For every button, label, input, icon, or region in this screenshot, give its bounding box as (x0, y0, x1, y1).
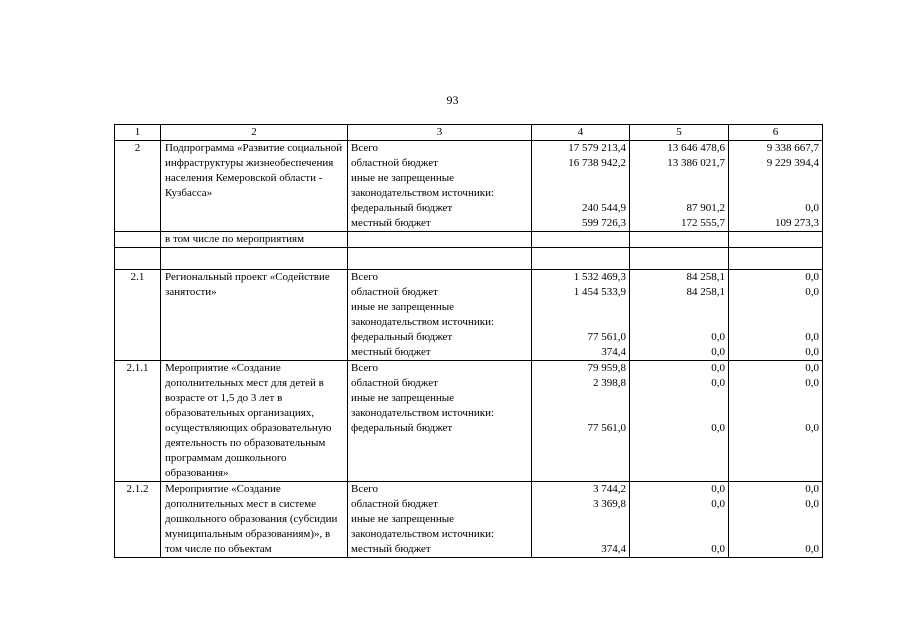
value: 0,0 (805, 422, 819, 434)
source-label: федеральный бюджет (351, 422, 453, 434)
source-label: областной бюджет (351, 286, 438, 298)
empty-cell (630, 248, 729, 270)
value: 0,0 (805, 202, 819, 214)
empty-cell (161, 248, 348, 270)
header-cell: 4 (532, 125, 630, 141)
value: 2 398,8 (593, 377, 626, 389)
value: 0,0 (805, 377, 819, 389)
value-cell-col5 (630, 482, 729, 558)
source-label: областной бюджет (351, 498, 438, 510)
value (732, 527, 819, 542)
row-title: Региональный проект «Содействие занятости» (161, 270, 348, 361)
value-cell-col4 (532, 141, 630, 232)
header-cell: 5 (630, 125, 729, 141)
value-cell-col4 (532, 270, 630, 361)
value (633, 391, 725, 406)
source-label: Всего (351, 362, 378, 374)
source-label: областной бюджет (351, 157, 438, 169)
source-cell (348, 361, 532, 482)
value: 374,4 (601, 346, 626, 358)
value-cell-col4 (532, 361, 630, 482)
value: 0,0 (711, 331, 725, 343)
value: 13 646 478,6 (667, 142, 725, 154)
row-title: в том числе по мероприятиям (161, 232, 348, 248)
value-cell-col5 (630, 361, 729, 482)
source-label: иные не запрещенные (351, 392, 455, 404)
source-label: федеральный бюджет (351, 202, 453, 214)
value: 84 258,1 (686, 286, 725, 298)
source-label: законодательством источники: (351, 187, 495, 199)
value (732, 186, 819, 201)
value-cell-col6 (729, 482, 823, 558)
source-label: федеральный бюджет (351, 331, 453, 343)
value: 0,0 (805, 346, 819, 358)
budget-table (114, 124, 823, 558)
value (633, 406, 725, 421)
value: 77 561,0 (587, 422, 626, 434)
value (732, 315, 819, 330)
value (633, 315, 725, 330)
value (633, 527, 725, 542)
value: 0,0 (805, 331, 819, 343)
value: 0,0 (711, 483, 725, 495)
value: 9 229 394,4 (766, 157, 819, 169)
value (535, 512, 626, 527)
header-cell: 6 (729, 125, 823, 141)
value-cell-col6 (729, 361, 823, 482)
value (535, 171, 626, 186)
value (535, 300, 626, 315)
value (633, 300, 725, 315)
table-row (115, 270, 823, 361)
table-row (115, 141, 823, 232)
table-row (115, 232, 823, 248)
row-number: 2.1 (115, 270, 161, 361)
value-cell-col5 (630, 232, 729, 248)
value: 1 532 469,3 (573, 271, 626, 283)
value: 172 555,7 (681, 217, 725, 229)
value (535, 186, 626, 201)
value: 0,0 (711, 498, 725, 510)
value (633, 512, 725, 527)
value (732, 171, 819, 186)
value: 3 744,2 (593, 483, 626, 495)
table-row (115, 482, 823, 558)
value-cell-col6 (729, 232, 823, 248)
value-cell-col5 (630, 141, 729, 232)
value: 77 561,0 (587, 331, 626, 343)
source-cell (348, 232, 532, 248)
value-cell-col5 (630, 270, 729, 361)
value: 0,0 (711, 362, 725, 374)
value (633, 171, 725, 186)
value (732, 512, 819, 527)
value: 1 454 533,9 (573, 286, 626, 298)
row-number: 2 (115, 141, 161, 232)
value (732, 391, 819, 406)
value: 0,0 (711, 346, 725, 358)
source-label: законодательством источники: (351, 407, 495, 419)
source-label: Всего (351, 142, 378, 154)
value: 0,0 (711, 543, 725, 555)
row-number: 2.1.2 (115, 482, 161, 558)
value (732, 300, 819, 315)
spacer-row (115, 248, 823, 270)
row-title: Мероприятие «Создание дополнительных мест для детей в возрасте от 1,5 до 3 лет в образовательных организациях, осуществляющих образовательную деятельность по образовательным программам дошкольного образования» (161, 361, 348, 482)
value: 0,0 (805, 498, 819, 510)
value: 0,0 (805, 362, 819, 374)
source-label: иные не запрещенные (351, 172, 455, 184)
value (732, 406, 819, 421)
value: 374,4 (601, 543, 626, 555)
value: 13 386 021,7 (667, 157, 725, 169)
value: 84 258,1 (686, 271, 725, 283)
value: 109 273,3 (775, 217, 819, 229)
value (535, 527, 626, 542)
row-title: Подпрограмма «Развитие социальной инфраструктуры жизнеобеспечения населения Кемеровской области - Кузбасса» (161, 141, 348, 232)
value-cell-col6 (729, 141, 823, 232)
source-label: иные не запрещенные (351, 513, 455, 525)
empty-cell (115, 248, 161, 270)
source-label: законодательством источники: (351, 528, 495, 540)
value: 3 369,8 (593, 498, 626, 510)
row-number (115, 232, 161, 248)
value: 0,0 (805, 286, 819, 298)
value: 0,0 (711, 422, 725, 434)
value: 79 959,8 (587, 362, 626, 374)
value: 0,0 (805, 483, 819, 495)
source-cell (348, 482, 532, 558)
value-cell-col4 (532, 482, 630, 558)
source-label: местный бюджет (351, 543, 431, 555)
value (535, 406, 626, 421)
table-row (115, 361, 823, 482)
value: 599 726,3 (582, 217, 626, 229)
source-label: местный бюджет (351, 217, 431, 229)
source-cell (348, 270, 532, 361)
empty-cell (348, 248, 532, 270)
value: 9 338 667,7 (766, 142, 819, 154)
header-cell: 2 (161, 125, 348, 141)
row-title: Мероприятие «Создание дополнительных мест в системе дошкольного образования (субсидии муниципальным образованиям)», в том числе по объектам (161, 482, 348, 558)
value-cell-col6 (729, 270, 823, 361)
row-number: 2.1.1 (115, 361, 161, 482)
header-row (115, 125, 823, 141)
source-label: местный бюджет (351, 346, 431, 358)
source-label: законодательством источники: (351, 316, 495, 328)
source-cell (348, 141, 532, 232)
value: 17 579 213,4 (568, 142, 626, 154)
header-cell: 1 (115, 125, 161, 141)
source-label: областной бюджет (351, 377, 438, 389)
header-cell: 3 (348, 125, 532, 141)
source-label: Всего (351, 483, 378, 495)
value (535, 391, 626, 406)
value (535, 315, 626, 330)
empty-cell (532, 248, 630, 270)
empty-cell (729, 248, 823, 270)
page-number: 93 (446, 93, 459, 107)
value: 87 901,2 (686, 202, 725, 214)
value (633, 186, 725, 201)
value: 0,0 (711, 377, 725, 389)
value-cell-col4 (532, 232, 630, 248)
value: 0,0 (805, 543, 819, 555)
source-label: Всего (351, 271, 378, 283)
value: 0,0 (805, 271, 819, 283)
value: 16 738 942,2 (568, 157, 626, 169)
source-label: иные не запрещенные (351, 301, 455, 313)
value: 240 544,9 (582, 202, 626, 214)
